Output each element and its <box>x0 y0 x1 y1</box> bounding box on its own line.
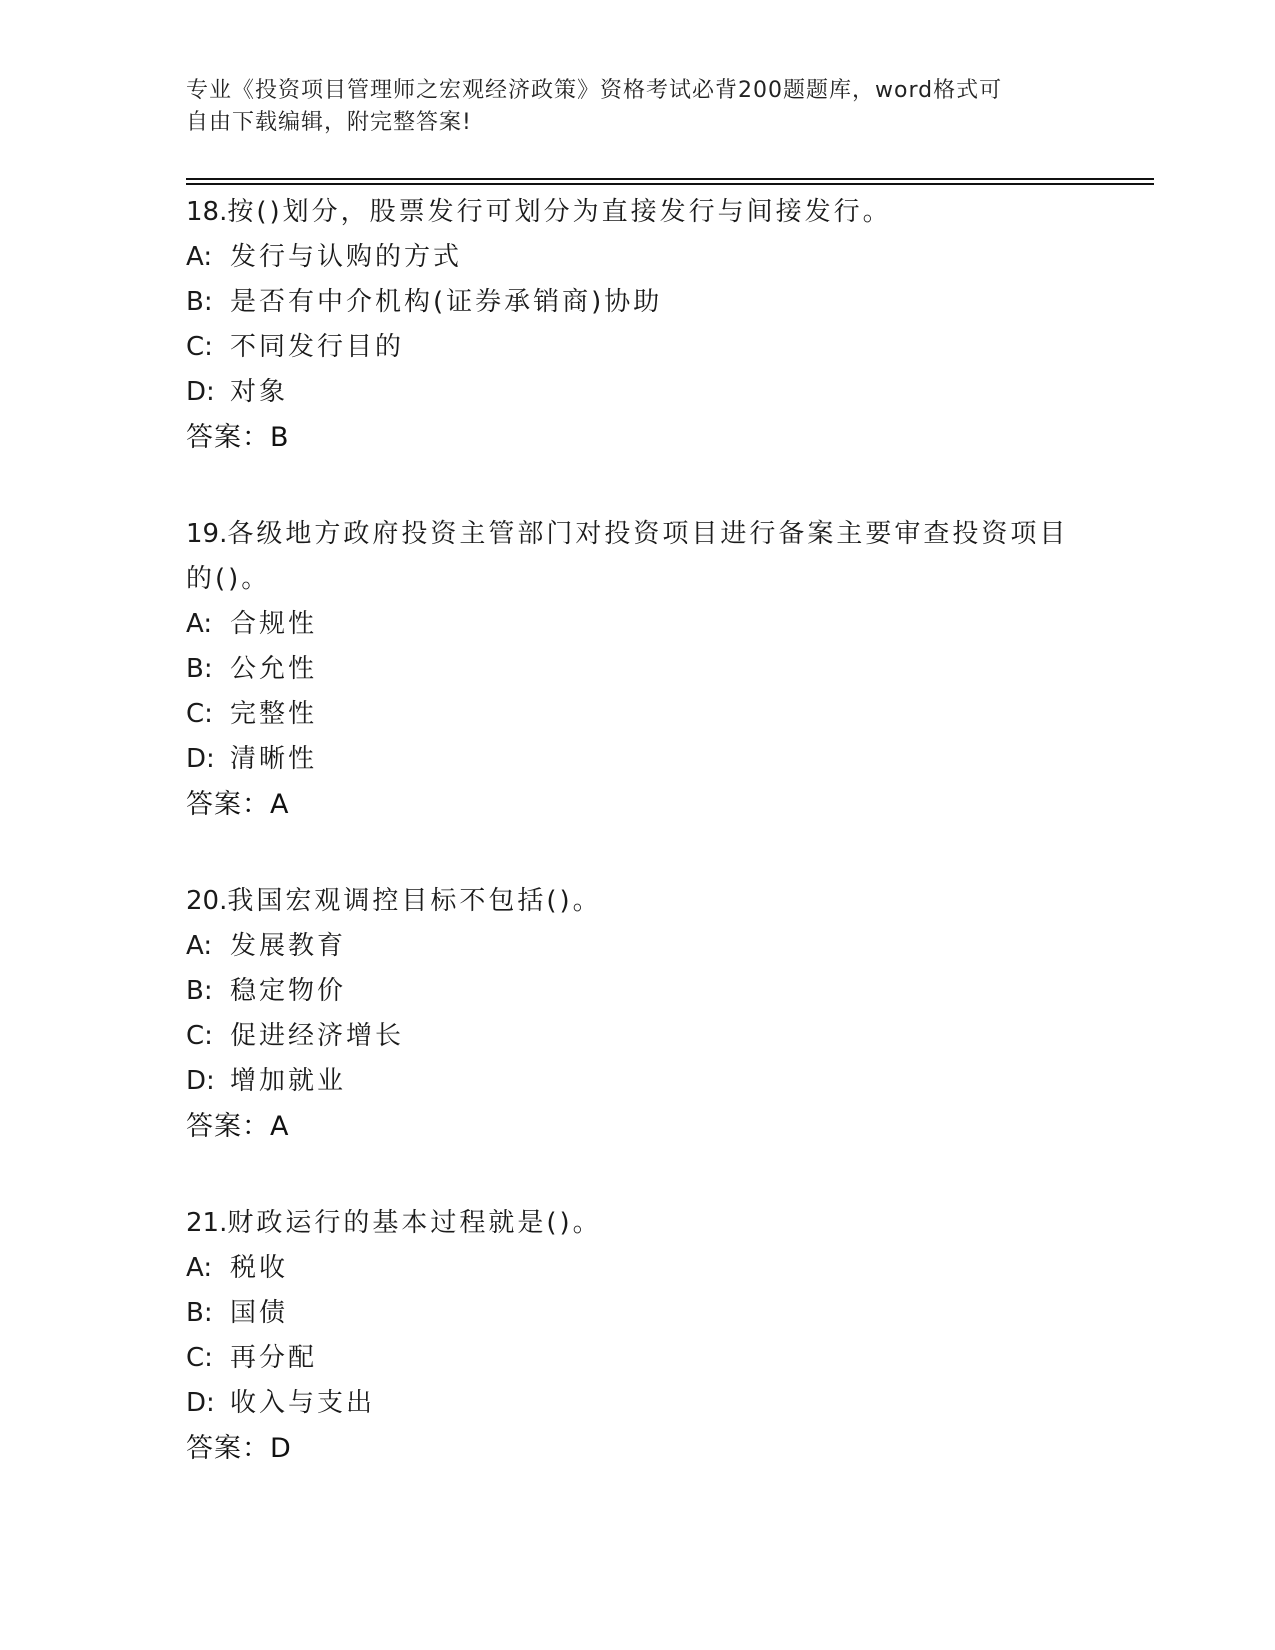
answer-line <box>186 782 1086 827</box>
option-text: 发行与认购的方式 <box>230 242 463 272</box>
question-text: 各级地方政府投资主管部门对投资项目进行备案主要审查投资项目的()。 <box>186 519 1069 594</box>
option-letter: D: <box>186 377 215 407</box>
question-19 <box>186 512 1086 827</box>
answer-value: B <box>270 422 289 453</box>
option-a <box>186 1246 1086 1291</box>
option-letter: B: <box>186 1298 213 1328</box>
answer-label: 答案： <box>186 1433 270 1464</box>
option-letter: A: <box>186 609 213 639</box>
question-stem <box>186 1201 1086 1246</box>
option-letter: D: <box>186 744 215 774</box>
answer-line <box>186 415 1086 460</box>
option-b <box>186 647 1086 692</box>
option-letter: A: <box>186 1253 213 1283</box>
question-stem <box>186 879 1086 924</box>
question-stem <box>186 190 1086 235</box>
option-d <box>186 737 1086 782</box>
option-b <box>186 969 1086 1014</box>
answer-label: 答案： <box>186 422 270 453</box>
option-text: 公允性 <box>230 654 318 684</box>
option-text: 合规性 <box>230 609 318 639</box>
question-20 <box>186 879 1086 1149</box>
option-c <box>186 692 1086 737</box>
question-21 <box>186 1201 1086 1471</box>
option-text: 不同发行目的 <box>230 332 405 362</box>
answer-line <box>186 1426 1086 1471</box>
question-stem <box>186 512 1086 602</box>
option-text: 收入与支出 <box>230 1388 376 1418</box>
question-number: 21. <box>186 1208 228 1238</box>
header-line-2: 自由下载编辑，附完整答案! <box>186 110 472 135</box>
option-letter: C: <box>186 699 213 729</box>
option-d <box>186 1381 1086 1426</box>
option-a <box>186 235 1086 280</box>
option-letter: C: <box>186 332 213 362</box>
document-header <box>186 75 1066 139</box>
header-rule-bottom <box>186 183 1154 185</box>
question-number: 18. <box>186 197 228 227</box>
option-text: 发展教育 <box>230 931 347 961</box>
option-d <box>186 1059 1086 1104</box>
option-letter: B: <box>186 976 213 1006</box>
answer-line <box>186 1104 1086 1149</box>
option-text: 完整性 <box>230 699 318 729</box>
answer-label: 答案： <box>186 1111 270 1142</box>
question-text: 按()划分，股票发行可划分为直接发行与间接发行。 <box>227 197 892 227</box>
option-text: 是否有中介机构(证券承销商)协助 <box>230 287 663 317</box>
option-letter: A: <box>186 242 213 272</box>
question-number: 20. <box>186 886 228 916</box>
option-text: 税收 <box>230 1253 289 1283</box>
option-b <box>186 1291 1086 1336</box>
option-c <box>186 1014 1086 1059</box>
question-list <box>186 190 1086 1523</box>
question-text: 我国宏观调控目标不包括()。 <box>227 886 602 916</box>
question-number: 19. <box>186 519 228 549</box>
option-c <box>186 325 1086 370</box>
option-letter: B: <box>186 654 213 684</box>
option-text: 稳定物价 <box>230 976 347 1006</box>
option-letter: C: <box>186 1021 213 1051</box>
header-rule-top <box>186 178 1154 180</box>
header-line-1: 专业《投资项目管理师之宏观经济政策》资格考试必背200题题库，word格式可 <box>186 78 1003 103</box>
option-letter: A: <box>186 931 213 961</box>
option-letter: C: <box>186 1343 213 1373</box>
option-text: 再分配 <box>230 1343 318 1373</box>
option-b <box>186 280 1086 325</box>
question-18 <box>186 190 1086 460</box>
option-letter: D: <box>186 1388 215 1418</box>
option-text: 促进经济增长 <box>230 1021 405 1051</box>
question-text: 财政运行的基本过程就是()。 <box>227 1208 602 1238</box>
answer-label: 答案： <box>186 789 270 820</box>
option-letter: B: <box>186 287 213 317</box>
option-text: 国债 <box>230 1298 289 1328</box>
answer-value: A <box>270 1111 289 1142</box>
option-text: 对象 <box>230 377 289 407</box>
option-text: 增加就业 <box>230 1066 347 1096</box>
option-a <box>186 602 1086 647</box>
option-a <box>186 924 1086 969</box>
option-letter: D: <box>186 1066 215 1096</box>
option-d <box>186 370 1086 415</box>
answer-value: D <box>270 1433 291 1464</box>
answer-value: A <box>270 789 289 820</box>
option-c <box>186 1336 1086 1381</box>
option-text: 清晰性 <box>230 744 318 774</box>
